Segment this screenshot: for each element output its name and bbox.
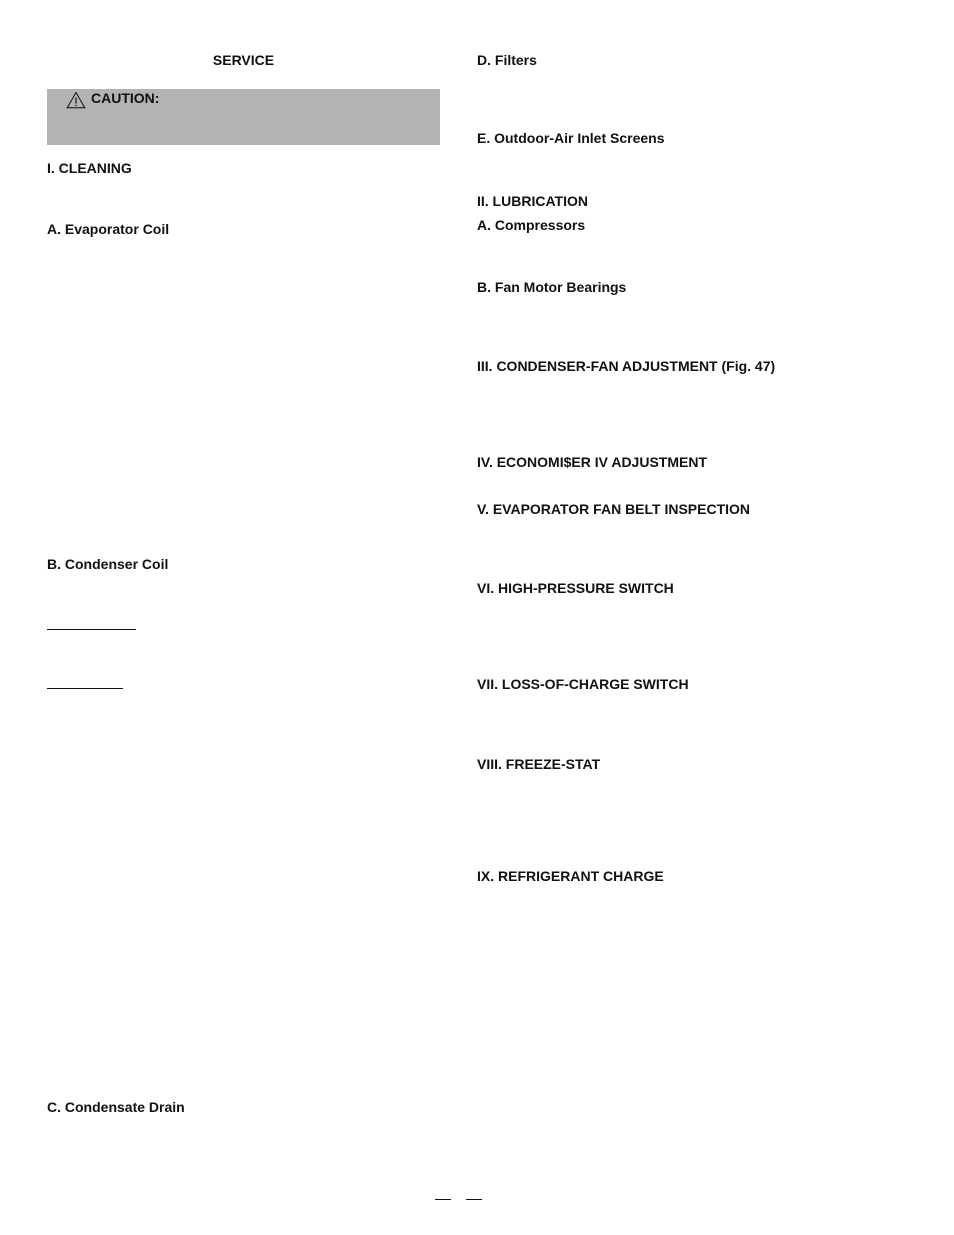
section-high-pressure-switch: VI. HIGH-PRESSURE SWITCH [477, 580, 674, 596]
section-condenser-fan-adjustment: III. CONDENSER-FAN ADJUSTMENT (Fig. 47) [477, 358, 776, 374]
warning-triangle-icon [66, 91, 86, 109]
section-compressors: A. Compressors [477, 217, 586, 233]
section-lubrication: II. LUBRICATION [477, 193, 588, 209]
section-economiser-adjustment: IV. ECONOMI$ER IV ADJUSTMENT [477, 454, 708, 470]
section-outdoor-air-inlet-screens: E. Outdoor-Air Inlet Screens [477, 130, 665, 146]
page-number-dash-right [466, 1199, 482, 1200]
section-condenser-coil: B. Condenser Coil [47, 556, 169, 572]
section-cleaning: I. CLEANING [47, 160, 132, 176]
section-refrigerant-charge: IX. REFRIGERANT CHARGE [477, 868, 664, 884]
section-freeze-stat: VIII. FREEZE-STAT [477, 756, 601, 772]
section-filters: D. Filters [477, 52, 537, 68]
section-loss-of-charge-switch: VII. LOSS-OF-CHARGE SWITCH [477, 676, 689, 692]
underline-rule [47, 688, 123, 689]
section-evaporator-coil: A. Evaporator Coil [47, 221, 170, 237]
caution-label: CAUTION: [91, 90, 160, 106]
caution-box [47, 89, 440, 145]
section-evaporator-fan-belt: V. EVAPORATOR FAN BELT INSPECTION [477, 501, 751, 517]
page-number-dash-left [435, 1199, 451, 1200]
section-fan-motor-bearings: B. Fan Motor Bearings [477, 279, 627, 295]
page-title: SERVICE [212, 52, 275, 68]
section-condensate-drain: C. Condensate Drain [47, 1099, 185, 1115]
underline-rule [47, 629, 136, 630]
